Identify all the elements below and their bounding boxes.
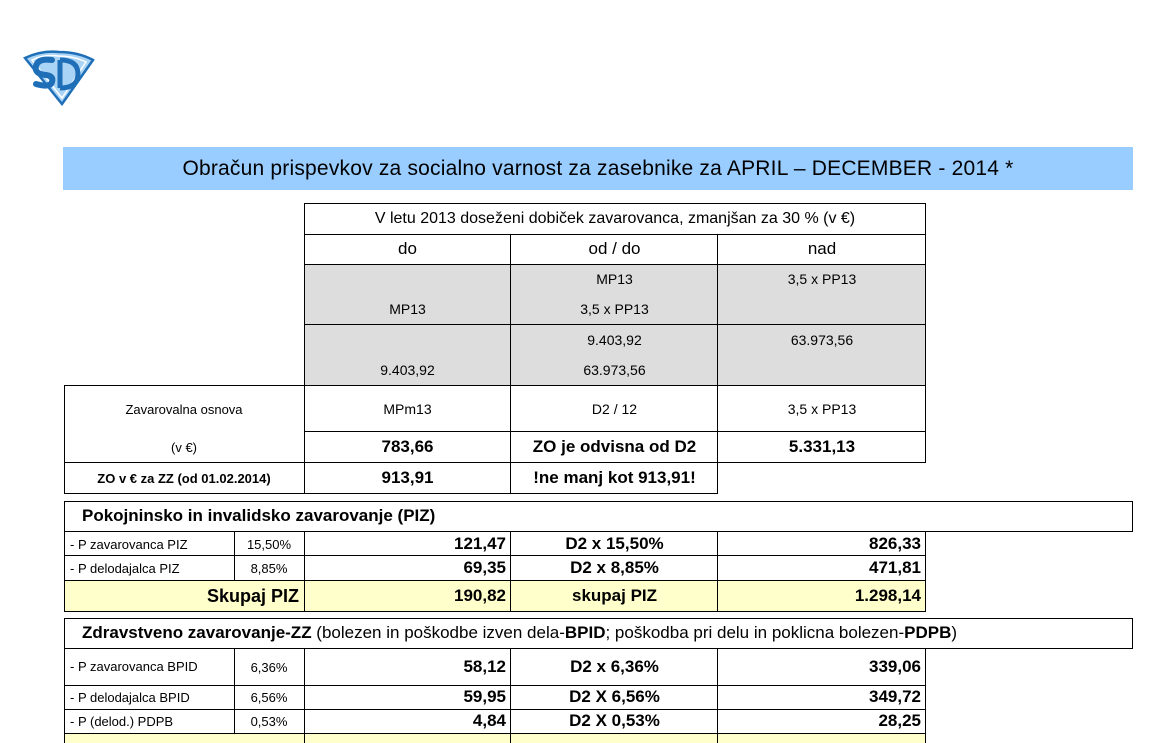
zz-row-formula: D2 x 6,36% [570, 657, 659, 676]
range-oddo-value-top: 9.403,92 [587, 332, 642, 348]
piz-row-amount: 121,47 [454, 534, 506, 553]
zz-title-bpid: BPID [564, 623, 606, 642]
zz-row-max: 28,25 [878, 711, 921, 730]
zz-row-rate: 0,53% [250, 713, 288, 729]
piz-total-amount: 190,82 [454, 586, 506, 605]
range-oddo-mp-bottom: 3,5 x PP13 [580, 301, 649, 317]
piz-row-rate: 15,50% [246, 536, 292, 552]
piz-row-formula: D2 x 15,50% [565, 534, 664, 553]
base-amount-nad: 5.331,13 [788, 437, 856, 456]
zz-row-formula: D2 X 6,56% [569, 687, 660, 706]
range-nad-mp: 3,5 x PP13 [787, 271, 857, 287]
zz-total-row-partial [64, 734, 926, 743]
zz-title-close: ) [951, 623, 958, 642]
base-formula-nad: 3,5 x PP13 [787, 401, 857, 417]
zo-zz-label: ZO v € za ZZ (od 01.02.2014) [97, 470, 271, 486]
zz-title-desc2: ; poškodba pri delu in poklicna bolezen- [605, 623, 905, 642]
zz-title-main: Zdravstveno zavarovanje-ZZ [82, 623, 312, 642]
piz-total-max: 1.298,14 [854, 586, 921, 605]
col-header-od-do: od / do [588, 239, 641, 258]
zz-row-amount: 4,84 [472, 711, 506, 730]
zz-title-desc1: (bolezen in poškodbe izven dela- [311, 623, 565, 642]
zz-row-rate: 6,56% [250, 689, 288, 705]
range-nad-value: 63.973,56 [790, 332, 854, 348]
piz-row-max: 826,33 [869, 534, 921, 553]
range-oddo-mp-top: MP13 [596, 271, 633, 287]
base-label: Zavarovalna osnova [125, 401, 243, 417]
piz-row-rate: 8,85% [250, 560, 288, 576]
col-header-nad: nad [807, 239, 837, 258]
piz-total-label: Skupaj PIZ [206, 585, 299, 606]
zz-row-label: - P zavarovanca BPID [70, 659, 198, 674]
piz-section-title: Pokojninsko in invalidsko zavarovanje (PIZ) [82, 506, 436, 525]
top-table-header: V letu 2013 doseženi dobiček zavarovanca, zmanjšan za 30 % (v €) [374, 209, 856, 227]
zz-row-rate: 6,36% [250, 659, 288, 675]
base-amount-do: 783,66 [381, 437, 434, 456]
zo-zz-note: !ne manj kot 913,91! [533, 468, 696, 487]
base-formula-oddo: D2 / 12 [591, 401, 638, 417]
base-amount-oddo: ZO je odvisna od D2 [532, 437, 697, 456]
piz-row-amount: 69,35 [463, 558, 506, 577]
piz-row-label: - P zavarovanca PIZ [70, 536, 188, 552]
zz-row-label: - P delodajalca BPID [70, 689, 190, 705]
zz-row-max: 339,06 [869, 657, 921, 676]
page-title: Obračun prispevkov za socialno varnost za zasebnike za APRIL – DECEMBER - 2014 * [63, 147, 1133, 190]
zz-row-max: 349,72 [869, 687, 921, 706]
piz-row-label: - P delodajalca PIZ [70, 560, 180, 576]
range-do-mp: MP13 [389, 301, 426, 317]
col-header-do: do [398, 239, 417, 258]
zo-zz-amount: 913,91 [381, 468, 434, 487]
zz-row-amount: 59,95 [463, 687, 506, 706]
base-unit: (v €) [171, 439, 197, 455]
base-formula-do: MPm13 [383, 401, 432, 417]
zz-title-pdpb: PDPB [904, 623, 952, 642]
zz-row-formula: D2 X 0,53% [569, 711, 660, 730]
piz-row-max: 471,81 [869, 558, 921, 577]
zz-row-label: - P (delod.) PDPB [70, 713, 174, 729]
range-oddo-value-bottom: 63.973,56 [583, 362, 646, 378]
piz-total-formula: skupaj PIZ [571, 586, 658, 605]
piz-row-formula: D2 x 8,85% [570, 558, 659, 577]
sd-logo-icon [22, 48, 96, 106]
zz-row-amount: 58,12 [463, 657, 506, 676]
range-do-value: 9.403,92 [380, 362, 435, 378]
zz-section-title [64, 618, 1132, 648]
